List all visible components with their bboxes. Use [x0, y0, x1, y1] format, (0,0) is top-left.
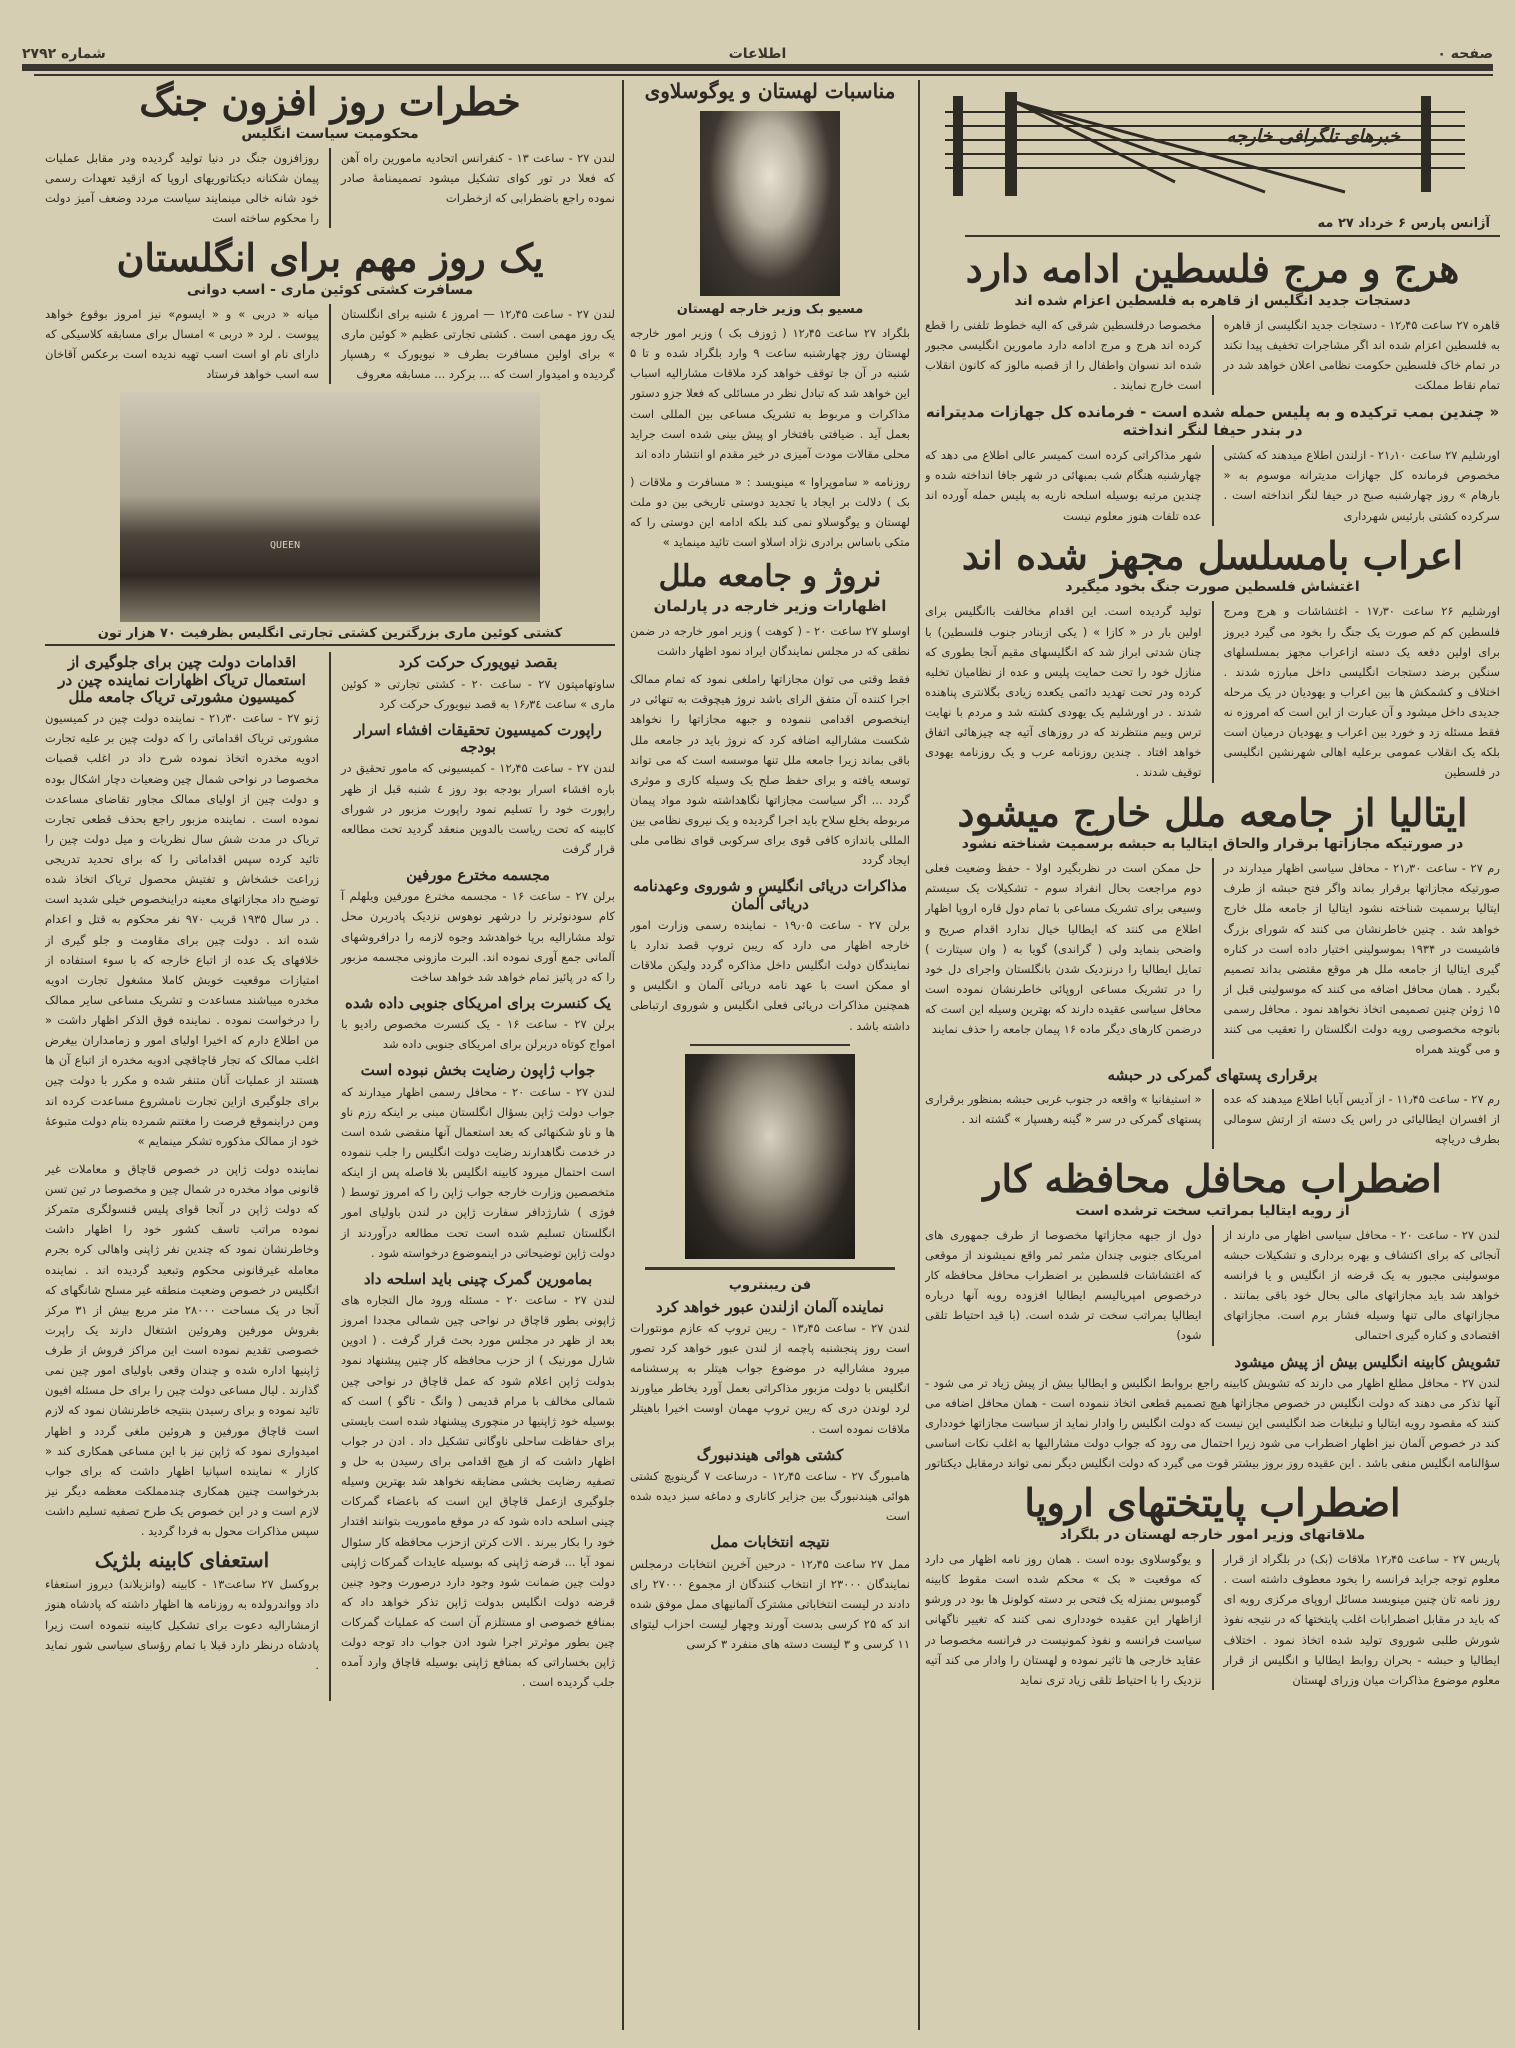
- headline: کشتی هوائی هیندنبورگ: [696, 1445, 844, 1464]
- right-column: [925, 78, 1500, 2033]
- article-body: « استیفانیا » واقعه در جنوب غربی حبشه بمنظور برقراری پستهای گمرکی در سر « گینه رهسپار » گشته اند .: [925, 1091, 1202, 1126]
- photo-caption: کشتی کوئین ماری بزرگترین کشتی تجارتی انگلیس بظرفیت ۷۰ هزار تون: [45, 626, 615, 646]
- headline: نتیجه انتخابات ممل: [710, 1533, 830, 1552]
- article-body: نماینده دولت ژاپن در خصوص قاچاق و معاملات غیر قانونی مواد مخدره در شمال چین و مخصوصا در تین تسن که دولت ژاپن در آنجا قوای پلیس قنسولگری متمرکز نموده مراتب تاسف کشور خود را اظهار داشت وخاطرنشان نمود که چندین نفر ژاپنی واهالی کره بجرم معامله غیرقانونی محکوم وتبعید گردیده اند . نماینده انگلیس در خصوص وضعیت منطقه غیر مسلح شانگهای که آنجا در یک مساحت ۲۸۰۰۰ متر مربع بیش از ۳۱ مرکز بفروش مورفین وهروئین اشتغال دارند یک راپرت خصوصی تقدیم نموده است این مراکز فروش از طرف ژاپنیها اداره شده و چندان وقعی باولیای امور چین نمی گذارند . لیال مساعی دولت چین را برای حل مسئله افیون تائید نموده و برای رسیدن بنتیجه خاطرنشان نمود که لازم است قاچاق مورفین و هروئین ملغی گردد و اظهار امیدواری نمود که ژاپن نیز با این مساعی همکاری کند « کازار » نماینده اسپانیا اظهار داشت که برای جواب بدرخواست چنین همکاری چندمملکت معظمه دیگر نیز لازم است و در این خصوص یک طرح تصفیه تسلیم داشت سپس مذاکرات محول به فردا گردید .: [45, 1161, 320, 1539]
- subheadline: محکومیت سیاست انگلیس: [241, 125, 419, 142]
- article-cabinet-worry: [925, 1354, 1500, 1474]
- subheadline: در صورتیکه مجازاتها برقرار والحاق ایتالیا به حبشه برسمیت شناخته نشود: [961, 836, 1464, 853]
- article-body: فقط وقتی می توان مجازاتها راملغی نمود که تمام ممالک اجرا کننده آن متفق الرای باشد نروژ هیچوقت به تنهائی در اینخصوص اقدامی ننموده و جبهه مجازاتها را نخواهد شکست مشارالیه اضافه کرد که نروژ باید در جامعه ملل باقی بماند زیرا جامعه ملل تنها موسسه است که می تواند توسعه یافته و برای حفظ صلح یک وسیله کاری و موثری گردد ... اگر سیاست مجازاتها نگاهداشته شود مواد پیمان مربوطه بخلع سلاح باید اجرا گردیده و یک نیروی نظامی بین المللی باندازه کافی قوی برای سرکوبی قوای نظامی ملی ایجاد گردد: [630, 672, 910, 868]
- article-body: اورشلیم ۲۷ ساعت ۲۱٫۱۰ - ازلندن اطلاع میدهند که کشتی مخصوص فرمانده کل جهازات مدیترانه موسوم به « بارهام » روز چهارشنبه صبح در حیفا لنگر انداخته است . سرکرده کشتی بارئیس شهرداری: [1223, 448, 1500, 523]
- article-conservative-circles: [925, 1157, 1500, 1345]
- headline: یک کنسرت برای امریکای جنوبی داده شده: [345, 993, 611, 1012]
- article-body: لندن ۲۷ - محافل مطلع اظهار می دارند که تشویش کابینه راجع بروابط انگلیس و ایطالیا بیش از پیش زیاد تر می شود - آنها تذکر می دهند که دولت انگلیس در خصوص مجازاتها هیچ تصمیم قطعی اتخاذ ننموده است - همان محافل اضافه می کنند که مقصود رویه ایتالیا و تبلیغات ضد انگلیسی این نیست که دولت انگلیس را وادار نماید از سیاست مجازاتها خودداری کند در خصوص آلمان نیز اظهار اضطراب می شود زیرا احتمال می رود که جواب دولت مشارالیها به اغلب نکات اساسی سؤالنامه انگلیس منفی باشد . این عقیده روز بروز بیشتر قوت می گیرد که دولت انگلیس دیگر نمی تواند درمقابل دیکتاتور: [925, 1375, 1500, 1471]
- article-body: لندن ۲۷ - ساعت ۱۳ - کنفرانس اتحادیه مامورین راه آهن که فعلا در تور کوای تشکیل میشود تصمیمنامهٔ صادر نموده راجع باضطرابی که ازخطرات: [341, 150, 615, 205]
- article-body: برلن ۲۷ - ساعت ۱۶ - مجسمه مخترع مورفین ویلهلم آ کام سودنوئرنر را درشهر نوهوس نزدیک پادربرن محل تولد مشارالیه برپا خواهدشد وجوه لازمه را درافروشهای آلمانی جمع آوری نموده اند. البرت مازونی مجسمه مزبور را که در پائیز تمام خواهد شد خواهد ساخت: [341, 889, 615, 984]
- article-palestine-unrest: [925, 247, 1500, 395]
- article-memel-elections: [630, 1534, 910, 1654]
- article-body: لندن ۲۷ - ساعت ۱۳٫۴۵ - ریبن تروپ که عازم مونتورات است روز پنجشنبه پاچمه از لندن عبور خواهد کرد تصور میرود مشارالیه در موضوع جواب هیتلر به پرسشنامه انگلیس با دولت مزبور مذاکراتی بعمل آورد بخاطر میاورند لرد لوندن دری که ریبن تروپ مهمان اوست اخیرا باهیتلر ملاقات نموده است .: [630, 1320, 910, 1436]
- article-body: اوسلو ۲۷ ساعت ۲۰ - ( کوهت ) وزیر امور خارجه در ضمن نطقی که در مجلس نمایندگان ایراد نمود اظهار داشت: [630, 623, 910, 658]
- agency-dateline: آژانس پارس ۶ خرداد ۲۷ مه: [965, 212, 1500, 237]
- subheadline: مسافرت کشتی کوئین ماری - اسب دوانی: [186, 281, 474, 298]
- subheadline: اغتشاش فلسطین صورت جنگ بخود میگیرد: [1065, 579, 1360, 596]
- headline: تشویش کابینه انگلیس بیش از پیش میشود: [1234, 1352, 1500, 1371]
- article-european-capitals: [925, 1481, 1500, 1690]
- headline: مناسبات لهستان و یوگوسلاوی: [644, 79, 896, 103]
- page-label: صفحه ۰: [1437, 46, 1493, 62]
- headline: نروژ و جامعه ملل: [658, 559, 882, 595]
- article-body: لندن ۲۷ - ساعت ۱۲٫۴۵ — امروز ٤ شنبه برای انگلستان یک روز مهمی است . کشتی تجارتی عظیم « کوئین ماری » برای اولین مسافرت بطرف « نیویورک » رهسپار گردیده و امیدوار است که ... برکرد ... مسابقه معروف: [341, 306, 615, 382]
- photo-caption: فن ریبنتروپ: [728, 1277, 812, 1293]
- article-body: هامبورگ ۲۷ - ساعت ۱۲٫۴۵ - درساعت ۷ گرینویچ کشتی هوائی هیندنبورگ بین جزایر کاناری و دماغه سبز دیده شده است: [630, 1468, 910, 1524]
- portrait-photo-ribbentrop: [685, 1054, 855, 1259]
- article-haifa: [925, 403, 1500, 526]
- article-body: روزافزون جنگ در دنیا تولید گردیده ودر مقابل عملیات پیمان شکنانه دیکتاتوریهای اروپا که ازقید تعهدات رسمی خود شانه خالی مینمایند سیاست مردد وضعف آمیز دولت را محکوم ساخته است: [45, 150, 319, 226]
- headline: بمامورین گمرک چینی باید اسلحه داد: [363, 1269, 593, 1288]
- headline: « چندین بمب ترکیده و به پلیس حمله شده است - فرمانده کل جهازات مدیترانه در بندر حیفا لنگر انداخته: [925, 403, 1500, 440]
- headline: مذاکرات دریائی انگلیس و شوروی وعهدنامه دریائی آلمان: [632, 877, 908, 913]
- queen-mary-photo-block: [45, 392, 615, 646]
- left-column-right-subcolumn: [341, 652, 615, 1700]
- article-body: روزنامه « ساموپراوا » مینویسد : « مسافرت و ملاقات ( بک ) دلالت بر ایجاد یا تجدید دوستی تاریخی بین دو ملت لهستان و یوگوسلاو نمی کند بلکه ادامه این دوستی را که متکی باساس برادری نژاد اسلاو است تائید مینماید »: [630, 474, 910, 550]
- headline: اضطراب پایتختهای اروپا: [1024, 1480, 1401, 1526]
- left-column: [45, 78, 615, 2033]
- headline: مجسمه مخترع مورفین: [406, 866, 550, 884]
- headline: ایتالیا از جامعه ملل خارج میشود: [957, 789, 1468, 835]
- subheadline: ملاقاتهای وزیر امور خارجه لهستان در بلگراد: [1059, 1527, 1366, 1544]
- article-body: شهر مذاکراتی کرده است کمیسر عالی اطلاع می دهد که چهارشنبه هنگام شب بمبهائی در شهر جافا انداخته شده و چندین مرتبه بوسیله اسلحه ناریه به پلیس حمله آورده اند عده تلفات هنوز معلوم نیست: [925, 448, 1202, 523]
- headline: نماینده آلمان ازلندن عبور خواهد کرد: [656, 1297, 884, 1316]
- article-poland-yugoslavia: [630, 80, 910, 552]
- article-body: لندن ۲۷ - ساعت ۲۰ - مسئله ورود مال التجاره های ژاپونی بطور قاچاق در نواحی چین شمالی مجددا امروز بعد از ظهر در مجلس مورد بحث قرار گرفت . ( ادوین شارل مورنیک ) از حزب محافظه کار چنین پیشنهاد نمود بدولت ژاپن اعلام شود که عمل قاچاق در نواحی چین شمالی مخالف با مرام قدیمی ( وانگ - تاگو ) است که بوسیله خود ژاپنیها در منچوری پیشنهاد شده است بایستی برای حفاظت ساحلی ناوگانی تشکیل داد . ادن در جواب اظهار داشت که از هیچ اقدامی برای رسیدن به حل و تصفیه رضایت بخشی مضایقه نخواهد شد بهترین وسیله جلوگیری ازعمل قاچاق این است که باعضاء گمرکات چینی اسلحه داده شود که در موقع ماموریت بتوانند اقتدار خود را بکار ببرند . الات کرتن ازحزب محافظه کار سئوال نمود آیا ... قرضه ژاپنی که بوسیله عایدات گمرکات ژاپنی دولت چین ضمانت شود وجود دارد درصورت وجود چنین قرضه دولت انگلیس بدولت ژاپن تذکر خواهد داد که بمنافع خصوصی او مستلزم آن است که عملیات گمرکات چین بطور موثرتر اجرا شود ادن جواب داد توجه دولت ژاپن بخساراتی که بمنافع ژاپنی بوسیله قاچاق وارد آمده جلب گردیده است .: [341, 1293, 615, 1690]
- banner-title: خبرهای تلگرافی خارجه: [1226, 126, 1400, 147]
- photo-caption: مسیو بک وزیر خارجه لهستان: [676, 302, 864, 317]
- article-body: لندن ۲۷ - ساعت ۲۰ - محافل رسمی اظهار میدارند که جواب دولت ژاپن بسؤال انگلستان مبنی بر اینکه رزم ناو ها و ناو شکنهائی که بعد استعمال آنها منقضی شده است در خدمت نگاهدارند رضایت دولت انگلیس را جلب ننموده است احتمال میرود کابینه انگلیس بلا فاصله پس از اینکه متخصصین وزارت خارجه جواب ژاپن را که امروز توسط ( فوژی ) شارژدافر سفارت ژاپن در لندن باولیای امور انگلستان تسلیم شده است تحت مطالعه درآوردند از دولت ژاپن توضیحاتی در اینموضوع درخواسته شود .: [341, 1084, 615, 1260]
- harp-banner-icon: [925, 82, 1500, 202]
- article-hindenburg: [630, 1447, 910, 1527]
- portrait-photo-beck: [700, 111, 840, 296]
- headline: اضطراب محافل محافظه کار: [983, 1156, 1442, 1202]
- article-arabs-armed: [925, 534, 1500, 783]
- headline: خطرات روز افزون جنگ: [139, 79, 521, 124]
- masthead-rule-thin: [34, 74, 1493, 76]
- article-body: لندن ۲۷ - ساعت ۱۲٫۴۵ - کمیسیونی که مامور تحقیق در باره افشاء اسرار بودجه بود روز ٤ شنبه قبل از ظهر راپورت خود را تسلیم نمود راپورت مزبور در شورای کابینه که تحت ریاست بالدوین منعقد گردید تحت مطالعه قرار گرفت: [341, 761, 615, 856]
- headline: برقراری پستهای گمرکی در حبشه: [1107, 1066, 1318, 1085]
- article-body: بلگراد ۲۷ ساعت ۱۲٫۴۵ ( ژوزف بک ) وزیر امور خارجه لهستان روز چهارشنبه ساعت ۹ وارد بلگراد شده و تا ۵ شنبه در آن جا توقف خواهد کرد ملاقات مشارالیه اسباب این خواهد شد که تبادل نظر در مسائلی که فعلا جزو دستور مذاکرات و مربوط به تشریک مساعی بین المللی است بعمل آید . ضیافتی بافتخار او پیش بینی شده است جراید محلی مقالات مودت آمیزی در خیر مقدم او انتشار داده اند: [630, 326, 910, 461]
- issue-number: شماره ۲۷۹۲: [22, 46, 106, 62]
- masthead-rule: [22, 64, 1493, 71]
- headline: استعفای کابینه بلژیک: [94, 1548, 270, 1573]
- article-body: برلن ۲۷ - ساعت ۱۹٫۰۵ - نماینده رسمی وزارت امور خارجه اظهار می دارد که ریبن تروپ قصد ندارد با نمایندگان دولت انگلیس داخل مذاکره گردد ولیکن ملاقات او ممکن است با عهد نامه دریائی آلمان و انگلیس و همچنین مذاکرات دریائی فعلی انگلیس و شوروی ارتباطی داشته باشد .: [630, 917, 910, 1033]
- column-divider: [622, 80, 624, 2030]
- article-body: پاریس ۲۷ - ساعت ۱۲٫۴۵ ملاقات (بک) در بلگراد از قرار معلوم توجه جراید فرانسه را بخود معطوف داشته است . روز نامه تان چنین مینویسد مسائل اروپای مرکزی رویه ای که باید در مقابل اضطرابات اغلب پایتختها که در نتیجه نفوذ شورش طلبی شوروی تولید شده اتخاذ نمود . اختلاف ایطالیا و حبشه - بحران روابط ایطالیا و انگلیس از قرار معلوم موضوع مذاکرات میان وزرای لهستان: [1223, 1552, 1500, 1687]
- article-naval-talks: [630, 878, 910, 1035]
- article-war-dangers: [45, 80, 615, 228]
- newspaper-name: اطلاعات: [728, 46, 787, 62]
- article-body: ساوتهامپتون ۲۷ - ساعت ۲۰ - کشتی تجارتی « کوئین ماری » ساعت ۱۶٫۳٤ به قصد نیویورک حرکت کرد: [341, 676, 615, 711]
- article-body: تولید گردیده است. این اقدام مخالفت باانگلیس برای اولین بار در « کازا » ( یکی ازبنادر جنوب فلسطین) با چنان شدتی ابراز شد که انگلیسهای مقیم آنجا بطوری که منازل خود را تحت حمایت پلیس و عده از نظامیان تخلیه کرده ودر تحت تهدید دائمی یکعده زیادی بگلانتری پناهنده شدند . در اورشلیم یک یهودی کشته شد و مردم با نهایت ترس وبیم منتظرند که در روزهای آتیه چه چیزهائی اتفاق خواهد افتاد . چندین روزنامه عرب و یک روزنامه یهودی توقیف شدند .: [925, 604, 1202, 780]
- article-italy-league: [925, 791, 1500, 1060]
- article-england-day: [45, 236, 615, 384]
- headline: راپورت کمیسیون تحقیقات افشاء اسرار بودجه: [354, 720, 602, 757]
- headline: اقدامات دولت چین برای جلوگیری از استعمال تریاک اظهارات نماینده چین در کمیسیون مشورتی تریاک جامعه ملل: [58, 653, 306, 706]
- article-body: رم ۲۷ - ساعت ۱۱٫۴۵ - از آدیس آبابا اطلاع میدهند که عده از افسران ایطالیائی در راس یک دسته از ارتش سومالی بطرف دریاچه: [1223, 1091, 1500, 1146]
- article-body: حل ممکن است در نظربگیرد اولا - حفظ وضعیت فعلی دوم مراجعت بحال انفراد سوم - تشکیلات یک سیستم وسیعی برای تشریک مساعی با تمام دول قاره اروپا اظهار اطلاع می کنند که ایطالیا خیال ندارد اقدام صریح و واضحی بنماید ولی ( گراندی) گویا به ( وان سیتارت ) تمایل ایطالیا را درنزدیک شدن بانگلستان واجرای دل خود را در تشریک مساعی اروپائی خاطرنشان نموده است محافل سیاسی عقیده دارند که بهترین وسیله این است که درضمن کارهای دیگر ماده ۱۶ پیمان جامعه را حذف نمایند: [925, 861, 1202, 1037]
- foreign-telegraph-news-banner: [925, 82, 1500, 202]
- divider: [690, 1044, 850, 1046]
- subheadline: اظهارات وزیر خارجه در پارلمان: [653, 596, 887, 615]
- article-body: میانه « دربی » و « ایسوم» نیز امروز بوقوع خواهد پیوست . لرد « دربی » امسال برای مسابقه کلاسیکی که دارای نام او است اسب تهیه ندیده است برعکس آقاخان سه اسب خواهد فرستاد: [45, 306, 319, 382]
- article-body: مخصوصا درفلسطین شرقی که الیه خطوط تلفنی را قطع کرده اند هرج و مرج ادامه دارد مامورین انگلیسی مجبور شده اند نسوان واطفال را از قصبه مالوز که کانون انقلاب است خارج نمایند .: [925, 317, 1202, 393]
- article-customs-abyssinia: [925, 1067, 1500, 1149]
- headline: یک روز مهم برای انگلستان: [116, 235, 544, 281]
- headline: جواب ژاپون رضایت بخش نبوده است: [360, 1061, 596, 1080]
- ship-hull-label: QUEEN: [270, 540, 301, 552]
- divider: [645, 1267, 895, 1270]
- article-body: لندن ۲۷ - ساعت ۲۰ - محافل سیاسی اظهار می دارند از آنجائی که برای اکتشاف و بهره برداری و تشکیلات حبشه موسولینی مجبور به یک قرضه از انگلیس و یا فرانسه خواهد شد باید مجازاتهای مالی بحال خود باقی بمانند . مجازاتهای مالی تنها وسیله فشار برم است. مجازاتهای اقتصادی و کناره گیری احتمالی: [1223, 1227, 1500, 1343]
- article-norway-league: [630, 560, 910, 870]
- article-body: برلن ۲۷ - ساعت ۱۶ - یک کنسرت مخصوص رادیو با امواج کوتاه دربرلن برای امریکای جنوبی داده شد: [341, 1017, 615, 1052]
- article-body: دول از جبهه مجازاتها مخصوصا از طرف جمهوری های امریکای جنوبی چندان مثمر ثمر واقع نمیشوند از موقعی که اغتشاشات فلسطین بر اضطراب محافل محافظه کار درخصوص امپریالیسم ایطالیا افزوده رویه آنها درباره ایطالیا بمراتب سخت تر شده است. (با قید احتیاط تلقی شود): [925, 1227, 1202, 1343]
- column-divider: [918, 80, 920, 2030]
- left-column-left-subcolumn: [45, 652, 319, 1683]
- article-ribbentrop: [630, 1054, 910, 1439]
- article-body: قاهره ۲۷ ساعت ۱۲٫۴۵ - دستجات جدید انگلیسی از قاهره به فلسطین اعزام شده اند اگر مشاجرات تخفیف پیدا نکند در تمام خاک فلسطین حکومت نظامی اعلان خواهد شد در تمام نقاط مملکت: [1223, 317, 1500, 393]
- article-body: اورشلیم ۲۶ ساعت ۱۷٫۳۰ - اغتشاشات و هرج ومرج فلسطین کم کم صورت یک جنگ را بخود می گیرد دیروز برای اولین دفعه یک دسته ازاعراب مجهز بمسلسلهای سنگین برضد دستجات انگلیسی داخل مبارزه شدند . اختلاف و کشمکش ها بین اعراب و یهودیان در یک مرحله جدیدی داخل میشود و آن عبارت از این است که امروزه نه فقط مسئله زد و خورد بین اعراب و یهودیان درمیان است بلکه یک انقلاب عمومی برعلیه اهالی شهرنشین انگلیسی در فلسطین: [1223, 604, 1500, 780]
- headline: اعراب بامسلسل مجهز شده اند: [961, 532, 1464, 578]
- subheadline: از رویه ایتالیا بمراتب سخت ترشده است: [1075, 1202, 1350, 1219]
- ship-photo-queen-mary: [120, 392, 540, 622]
- article-body: رم ۲۷ - ساعت ۲۱٫۳۰ - محافل سیاسی اظهار میدارند در صورتیکه مجازاتها برقرار بماند واگر فتح حبشه از طرف ایتالیا برسمیت شناخته نشود ایتالیا از جامعه ملل خارج خواهد شد . چنین خاطرنشان می کنند که شورای بزرگ فاشیست در ۱۹۳۴ بموسولینی اختیار داده است در کناره گیری ایتالیا از جامعه ملل هر موقع مقتضی بداند تصمیم بگیرد . همان محافل اضافه می کنند که موسولینی قبل از ۱۵ ژوئن چنین تصمیمی اتخاذ نخواهد نمود . محافل رسمی باتوجه مخصوصی رویه دولت انگلستان را تعقیب می کنند و می گویند همراه: [1223, 861, 1500, 1057]
- article-body: ژنو ۲۷ - ساعت ۲۱٫۳۰ - نماینده دولت چین در کمیسیون مشورتی تریاک اقداماتی را که دولت چین بر علیه تجارت ادویه مخدره اتخاذ نموده شرح داد در اغلب قصبات مخصوصا در نواحی شمال چین وضعیات دچار اشکال بوده و دولت چین از اولیای ممالک مجاور تقاضای مساعدت نموده است . نماینده مزبور راجع بحذف قطعی تجارت تریاک در مدت شش سال نظریات و میل دولت چین را تائید کرده سپس اقداماتی را که برای تحدید تدریجی زراعت خشخاش و تفتیش محصول تریاک اتخاذ شده توضیح داد مجازاتهای معینه دراینخصوص خیلی شدید است . در سال ۱۹۳۵ قریب ۹۷۰ نفر محکوم به قتل و اعدام شده اند . دولت چین برای مقاومت و جلو گیری از خلافهای یک عده از اتباع خارجه که با سوء استفاده از امتیازات موقعیت خویش کاملا مشغول تجارت ادویه مخدره میباشند مساعدت و تشریک مساعی سایر ممالک را درخواست نموده . نماینده فوق الذکر اظهار داشت « من اطلاع دارم که اخیرا اولیای امور و زمامداران بیغرض اغلب ممالک که تجار قاچاقچی ادویه مخدره از اتباع آن ها هستند از عملیات آنان متنفر شده و مکرر با دولت چین برای جلوگیری ازاین تجارت نامشروع مساعدت کرده اند ومن دراینموقع فرصت را مغتنم شمرده بنام دولت متبوعهٔ خود از ممالک مذکوره تشکر مینمایم »: [45, 711, 320, 1148]
- headline: هرج و مرج فلسطین ادامه دارد: [965, 246, 1460, 291]
- article-body: بروکسل ۲۷ ساعت۱۳ - کابینه (وانزیلاند) دیروز استعفاء داد وواندرولده به روزنامه ها اظهار داشته که پادشاه هنوز ازمشارالیه دعوت برای تشکیل کابینه ننموده است زیرا پادشاه درنظر دارد قبلا با تمام رؤسای سیاسی شور نماید .: [45, 1577, 320, 1672]
- article-body: و یوگوسلاوی بوده است . همان روز نامه اظهار می دارد که موقعیت « بک » محکم شده است مقوط کابینه گومبوس بمنزله یک فتحی بر دسته کولونل ها بود در ورشو ازاظهار این عقیده خودداری نمی کنند که تغییر ناگهانی سیاست فرانسه و نفوذ کمونیست در فرانسه مخصوصا در عقاید خارجی ها تاثیر نموده و لهستان را وادار می کند آتیه نزدیک را با احتیاط تلقی زیاد تری نماید: [925, 1552, 1202, 1687]
- article-body: ممل ۲۷ ساعت ۱۲٫۴۵ - درحین آخرین انتخابات درمجلس نمایندگان ۲۳۰۰۰ از انتخاب کنندگان از مجموع ۲۷۰۰۰ رای دادند در لیست انتخاباتی مشترک آلمانیهای ممل موفق شده اند که ۲۵ کرسی بدست آورند وچهار لیست احزاب لیتوای ۱۱ کرسی و ۳ لیست دسته های منفرد ۳ کرسی: [630, 1556, 910, 1651]
- middle-column: [630, 78, 910, 2033]
- subheadline: دستجات جدید انگلیس از قاهره به فلسطین اعزام شده اند: [1014, 292, 1411, 309]
- headline: بقصد نیویورک حرکت کرد: [398, 653, 558, 672]
